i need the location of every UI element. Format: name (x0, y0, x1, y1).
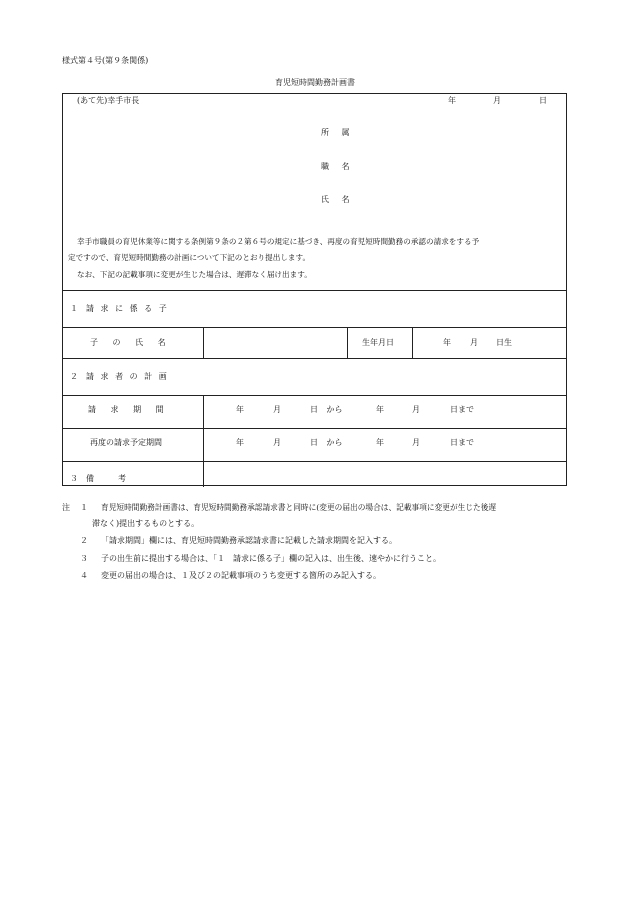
note-1-line2: 滞なく)提出するものとする。 (92, 519, 200, 528)
birth-year-label: 年 (443, 338, 451, 347)
form-table (62, 93, 567, 486)
birth-month-label: 月 (470, 338, 478, 347)
note-2-number: ２ (80, 536, 88, 545)
position-label: 職 名 (321, 162, 350, 171)
child-name-label: 子 の 氏 名 (90, 338, 166, 347)
divider (63, 428, 566, 429)
note-4-line1: 変更の届出の場合は、１及び２の記載事項のうち変更する箇所のみ記入する。 (101, 571, 381, 580)
note-4-number: ４ (80, 571, 88, 580)
remarks-field[interactable] (204, 462, 565, 485)
affiliation-label: 所 属 (321, 128, 350, 137)
divider (347, 327, 348, 358)
note-3-line1: 子の出生前に提出する場合は、「１ 請求に係る子」欄の記入は、出生後、速やかに行うこと。 (101, 554, 441, 563)
period-month-label: 月 (273, 405, 281, 414)
date-year-label: 年 (448, 96, 456, 105)
re-request-period-label: 再度の請求予定期間 (90, 438, 162, 447)
re-request-until-label: 日まで (450, 438, 474, 447)
name-label: 氏 名 (321, 195, 350, 204)
section2-heading: ２ 請 求 者 の 計 画 (70, 372, 167, 381)
note-1-line1: 育児短時間勤務計画書は、育児短時間勤務承認請求書と同時に(変更の届出の場合は、記載事項に変更が生じた後遅 (101, 503, 497, 512)
body-text-line3: なお、下記の記載事項に変更が生じた場合は、遅滞なく届け出ます。 (77, 270, 312, 279)
form-title: 育児短時間勤務計画書 (275, 78, 355, 87)
re-request-day-from-label: 日 から (310, 438, 343, 447)
note-1-number: １ (80, 503, 88, 512)
divider (412, 327, 413, 358)
divider (63, 395, 566, 396)
body-text-line2: 定ですので、育児短時間勤務の計画について下記のとおり提出します。 (68, 253, 311, 262)
re-request-year-label: 年 (236, 438, 244, 447)
note-3-number: ３ (80, 554, 88, 563)
note-2-line1: 「請求期間」欄には、育児短時間勤務承認請求書に記載した請求期間を記入する。 (101, 536, 397, 545)
section1-heading: １ 請 求 に 係 る 子 (70, 304, 167, 313)
notes-prefix: 注 (62, 503, 70, 512)
request-period-label: 請 求 期 間 (88, 405, 164, 414)
date-month-label: 月 (493, 96, 501, 105)
period-day-from-label: 日 から (310, 405, 343, 414)
form-number: 様式第４号(第９条関係) (62, 56, 149, 65)
period-year-label: 年 (236, 405, 244, 414)
birthdate-label: 生年月日 (362, 338, 394, 347)
period-year2-label: 年 (376, 405, 384, 414)
divider (63, 290, 566, 291)
addressee: (あて先)幸手市長 (77, 96, 140, 105)
birth-day-label: 日生 (496, 338, 512, 347)
re-request-month-label: 月 (273, 438, 281, 447)
section3-heading: ３ 備 考 (70, 474, 126, 483)
divider (63, 358, 566, 359)
body-text-line1: 幸手市職員の育児休業等に関する条例第９条の２第６号の規定に基づき、再度の育児短時間勤務の承認の請求をする予 (77, 237, 480, 246)
re-request-month2-label: 月 (412, 438, 420, 447)
period-month2-label: 月 (412, 405, 420, 414)
child-name-field[interactable] (204, 327, 346, 356)
date-day-label: 日 (539, 96, 547, 105)
re-request-year2-label: 年 (376, 438, 384, 447)
period-until-label: 日まで (450, 405, 474, 414)
